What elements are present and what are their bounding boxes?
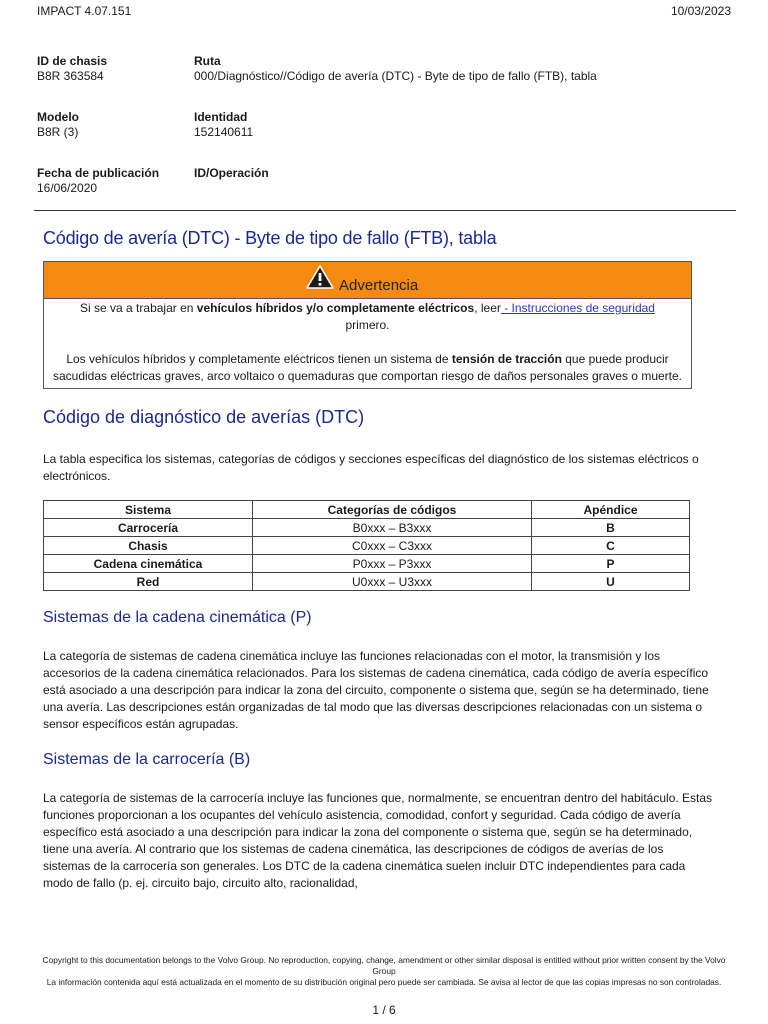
- powertrain-body: La categoría de sistemas de cadena cinemática incluye las funciones relacionadas con el motor, la transmisión y los accesorios de la cadena cinemática relacionados. Para los sistemas de cadena cinemática, cada código de avería específico está asociado a una descripción para indicar la zona del circuito, componente o sistema que, según se ha determinado, tiene una avería. Las descripciones están organizadas de tal modo que las diversas descripciones relacionadas con un sistema o sensor específicos están agrupadas.: [43, 649, 709, 731]
- copyright-notice: Copyright to this documentation belongs to the Volvo Group. No reproduction, copying, change, amendment or other similar disposal is entitled without prior written consent by the Volvo Group: [42, 955, 726, 976]
- warning-header: [44, 262, 691, 299]
- warning-triangle-icon: [306, 265, 334, 289]
- table-cell: P: [532, 555, 690, 573]
- table-cell: Cadena cinemática: [44, 555, 253, 573]
- section-heading-powertrain: Sistemas de la cadena cinemática (P): [43, 609, 312, 626]
- table-cell: Carrocería: [44, 519, 253, 537]
- warning-text: Si se va a trabajar en: [80, 301, 197, 315]
- warning-line-2: [50, 351, 685, 385]
- table-cell: Chasis: [44, 537, 253, 555]
- warning-box: [43, 261, 692, 389]
- model-value: B8R (3): [37, 125, 79, 139]
- update-notice: La información contenida aquí está actualizada en el momento de su distribución original pero puede ser cambiada. Se avisa al lector de que las copias impresas no son controladas.: [46, 977, 722, 987]
- table-header-row: [44, 501, 690, 519]
- warning-emphasis: tensión de tracción: [451, 352, 562, 366]
- page-header: [37, 4, 731, 18]
- page-footer: [30, 955, 738, 988]
- model-label: Modelo: [37, 110, 79, 124]
- dtc-table: [43, 500, 690, 591]
- section-heading-dtc: Código de diagnóstico de averías (DTC): [43, 407, 365, 427]
- chassis-value: B8R 363584: [37, 69, 104, 83]
- identity-value: 152140611: [194, 125, 254, 139]
- warning-body: [44, 299, 691, 388]
- table-row: [44, 537, 690, 555]
- operation-label: ID/Operación: [194, 166, 269, 180]
- document-title: Código de avería (DTC) - Byte de tipo de fallo (FTB), tabla: [43, 228, 497, 248]
- table-cell: U: [532, 573, 690, 591]
- table-cell: C: [532, 537, 690, 555]
- identity-label: Identidad: [194, 110, 248, 124]
- body-systems-body: La categoría de sistemas de la carrocería incluye las funciones que, normalmente, se encuentran dentro del habitáculo. Estas funciones proporcionan a los ocupantes del vehículo asistencia, comodidad, confort y seguridad. Cada código de avería específico está asociado a una descripción para indicar la zona del componente o sistema que, según se ha determinado, tiene una avería. Al contrario que los sistemas de cadena cinemática, las descripciones de códigos de averías de los sistemas de la carrocería son generales. Los DTC de la cadena cinemática suelen incluir DTC independientes para cada modo de fallo (p. ej. circuito bajo, circuito alto, racionalidad,: [43, 791, 713, 890]
- pubdate-value: 16/06/2020: [37, 181, 98, 195]
- table-header: Apéndice: [532, 501, 690, 519]
- warning-text: Los vehículos híbridos y completamente eléctricos tienen un sistema de: [66, 352, 452, 366]
- warning-text: que puede producir sacudidas eléctricas graves, arco voltaico o quemaduras que comportan riesgo de daños personales graves o muerte.: [52, 352, 682, 383]
- document-content: [43, 228, 713, 892]
- table-cell: C0xxx – C3xxx: [253, 537, 532, 555]
- table-header: Categorías de códigos: [253, 501, 532, 519]
- warning-emphasis: vehículos híbridos y/o completamente eléctricos: [196, 301, 475, 315]
- warning-line-1: [50, 300, 685, 334]
- document-metadata: [37, 54, 737, 222]
- safety-instructions-link[interactable]: - Instrucciones de seguridad: [500, 301, 655, 315]
- table-cell: B0xxx – B3xxx: [253, 519, 532, 537]
- warning-text: primero.: [345, 318, 390, 332]
- table-header: Sistema: [44, 501, 253, 519]
- section-heading-body: Sistemas de la carrocería (B): [43, 751, 251, 768]
- table-cell: U0xxx – U3xxx: [253, 573, 532, 591]
- route-label: Ruta: [194, 54, 221, 68]
- table-cell: Red: [44, 573, 253, 591]
- route-value: 000/Diagnóstico//Código de avería (DTC) - Byte de tipo de fallo (FTB), tabla: [194, 69, 597, 83]
- table-row: [44, 555, 690, 573]
- table-row: [44, 519, 690, 537]
- pubdate-label: Fecha de publicación: [37, 166, 160, 180]
- print-date: 10/03/2023: [670, 4, 731, 18]
- warning-title: Advertencia: [339, 277, 419, 294]
- app-version: IMPACT 4.07.151: [37, 4, 132, 18]
- page-number: 1 / 6: [372, 1003, 396, 1017]
- warning-text: , leer: [474, 301, 501, 315]
- table-cell: B: [532, 519, 690, 537]
- table-row: [44, 573, 690, 591]
- header-divider: [34, 210, 736, 211]
- table-cell: P0xxx – P3xxx: [253, 555, 532, 573]
- dtc-intro: La tabla especifica los sistemas, categorías de códigos y secciones específicas del diagnóstico de los sistemas eléctricos o electrónicos.: [43, 452, 699, 483]
- chassis-label: ID de chasis: [37, 54, 108, 68]
